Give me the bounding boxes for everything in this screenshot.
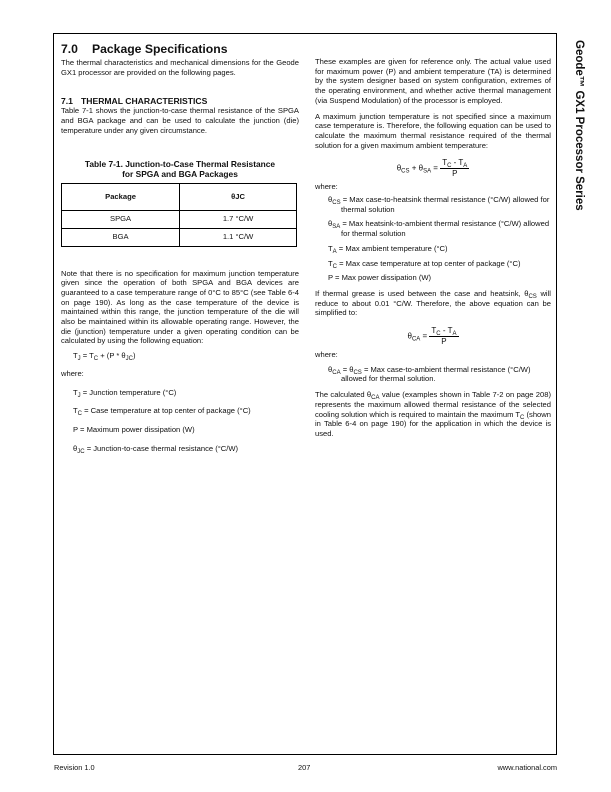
definition: $\theta_{SA}$ = Max heatsink-to-ambient thermal resistance (°C/W) allowed for thermal solution — [328, 219, 550, 239]
definition: $\theta_{CS}$ = Max case-to-heatsink thermal resistance (°C/W) allowed for thermal solution — [328, 195, 550, 214]
where-label: where: — [61, 368, 84, 378]
table-caption: Table 7-1. Junction-to-Case Thermal Resistance for SPGA and BGA Packages — [84, 158, 276, 180]
definition: P = Max power dissipation (W) — [328, 273, 432, 283]
definition: P = Maximum power dissipation (W) — [73, 424, 195, 434]
definition: $T_A$ = Max ambient temperature (°C) — [328, 243, 448, 255]
header-package: Package — [62, 183, 180, 210]
table-row: SPGA 1.7 °C/W — [62, 210, 297, 228]
table-row: BGA 1.1 °C/W — [62, 228, 297, 246]
paragraph: The calculated $\theta_{CA}$ value (examples shown in Table 7-2 on page 208) represents the maximum allowed thermal resistance of the selected cooling solution which is required to maintain the maximum $T_C$ (shown in Table 6-4 on page 190) for the application in which the device is used. — [315, 390, 551, 438]
definition: $T_C$ = Max case temperature at top center of package (°C) — [328, 258, 521, 270]
subsection-intro: Table 7-1 shows the junction-to-case thermal resistance of the SPGA and BGA package and can be used to calculate the junction (die) temperature under any given circumstance. — [61, 106, 299, 135]
thermal-resistance-table — [61, 183, 297, 247]
left-column — [61, 42, 299, 453]
section-intro: The thermal characteristics and mechanical dimensions for the Geode GX1 processor are provided on the following pages. — [61, 58, 299, 77]
definition: $\theta_{CA} = \theta_{CS}$ = Max case-to-ambient thermal resistance (°C/W) allowed for thermal solution. — [328, 364, 531, 384]
footer-revision: Revision 1.0 — [54, 763, 95, 772]
definition: $\theta_{JC}$ = Junction-to-case thermal resistance (°C/W) — [73, 443, 239, 455]
definition: $T_J$ = Junction temperature (°C) — [73, 387, 177, 399]
thermal-equation-1: $\theta_{CS} + \theta_{SA}$ = $\frac{T_C - T_A}{P}$ — [396, 158, 468, 179]
where-label: where: — [315, 350, 338, 360]
where-label: where: — [315, 182, 338, 192]
junction-equation: $T_J = T_C + (P * \theta_{JC})$ — [73, 351, 136, 363]
thermal-equation-2: $\theta_{CA}$ = $\frac{T_C - T_A}{P}$ — [407, 326, 457, 347]
paragraph: If thermal grease is used between the case and heatsink, $\theta_{CS}$ will reduce to about 0.01 °C/W. Therefore, the above equation can be simplified to: — [315, 288, 551, 318]
section-heading: 7.0 Package Specifications — [61, 42, 228, 56]
right-column — [315, 57, 551, 439]
subsection-heading: 7.1 THERMAL CHARACTERISTICS — [61, 96, 208, 107]
table-header-row — [62, 183, 297, 210]
footer-page-number: 207 — [298, 763, 311, 772]
footer-website: www.national.com — [497, 763, 557, 772]
paragraph: A maximum junction temperature is not specified since a maximum case temperature is. Therefore, the following equation can be used to calculate the maximum thermal resistance required of the thermal solution for a given maximum ambient temperature: — [315, 111, 551, 150]
definition: $T_C$ = Case temperature at top center of package (°C) — [73, 406, 251, 418]
header-theta-jc: θJC — [180, 183, 297, 210]
side-title: Geode™ GX1 Processor Series — [573, 40, 585, 211]
paragraph: These examples are given for reference only. The actual value used for maximum power (P) and ambient temperature (TA) is determined by the system designer based on system configuration, extremes of the operating environment, and whether active thermal management (via Suspend Modulation) of the processor is employed. — [315, 57, 551, 105]
note-paragraph: Note that there is no specification for maximum junction temperature given since the operation of both SPGA and BGA devices are guaranteed to a case temperature range of 0°C to 85°C (see Table 6-4 on page 190). As long as the case temperature of the device is maintained within this range, the junction temperature of the die will also be maintained within its allowable operating range. However, the die (junction) temperature under a given operating condition can be calculated by using the following equation: — [61, 268, 299, 346]
